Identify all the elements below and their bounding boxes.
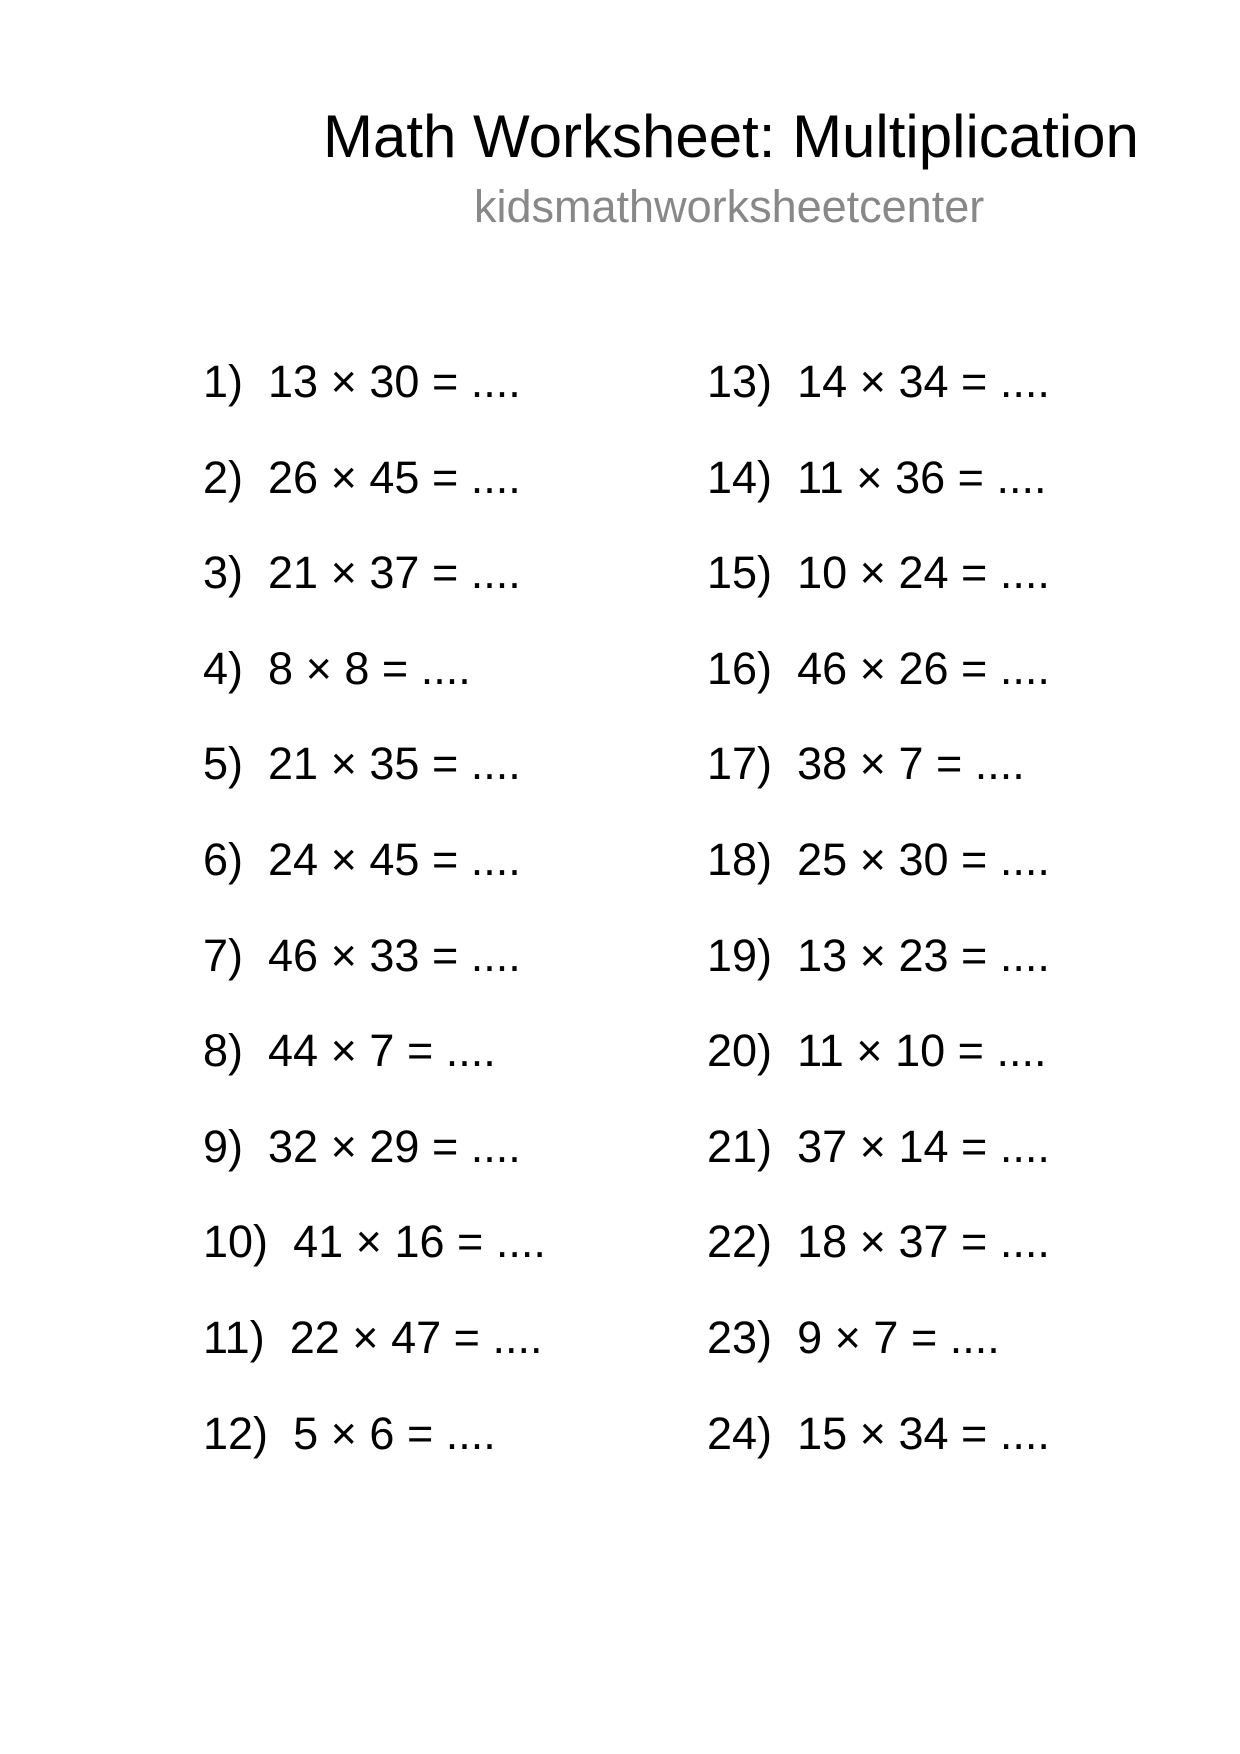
factor-a: 5 <box>293 1407 319 1459</box>
problem-number: 5) <box>203 738 244 790</box>
factor-b: 26 <box>898 642 949 694</box>
problem-number: 16) <box>707 642 773 694</box>
factor-b: 34 <box>898 356 949 407</box>
equals-sign: = <box>957 451 984 503</box>
problem-item <box>707 834 1050 885</box>
problem-number: 15) <box>707 547 773 599</box>
problem-item <box>203 834 521 885</box>
factor-a: 13 <box>268 356 319 407</box>
equals-sign: = <box>935 738 963 790</box>
equals-sign: = <box>431 738 459 790</box>
operator: × <box>305 642 332 694</box>
equals-sign: = <box>961 1120 988 1172</box>
factor-b: 8 <box>344 642 370 694</box>
equals-sign: = <box>406 1407 434 1459</box>
answer-blank[interactable]: .... <box>470 738 521 790</box>
factor-b: 36 <box>895 451 946 503</box>
factor-a: 21 <box>268 547 319 599</box>
factor-a: 15 <box>797 1407 848 1459</box>
operator: × <box>330 1407 357 1459</box>
factor-b: 29 <box>369 1120 420 1172</box>
problem-item <box>203 738 521 790</box>
factor-b: 34 <box>898 1407 949 1459</box>
answer-blank[interactable]: .... <box>470 1120 521 1172</box>
problem-number: 19) <box>707 929 773 981</box>
operator: × <box>330 1025 357 1077</box>
problem-item <box>203 547 521 599</box>
factor-b: 45 <box>369 451 420 503</box>
answer-blank[interactable]: .... <box>470 834 521 885</box>
factor-a: 9 <box>797 1312 823 1363</box>
problem-item <box>707 1120 1050 1172</box>
answer-blank[interactable]: .... <box>949 1312 1000 1363</box>
problem-number: 1) <box>203 356 244 407</box>
operator: × <box>859 1407 886 1459</box>
factor-b: 47 <box>391 1312 442 1363</box>
operator: × <box>859 547 886 599</box>
answer-blank[interactable]: .... <box>996 1025 1047 1077</box>
factor-a: 11 <box>797 1025 844 1077</box>
equals-sign: = <box>431 451 459 503</box>
factor-b: 37 <box>369 547 420 599</box>
problem-item <box>707 642 1050 694</box>
problem-item <box>203 356 521 407</box>
problem-number: 6) <box>203 834 244 885</box>
factor-a: 32 <box>268 1120 319 1172</box>
problem-number: 23) <box>707 1312 773 1363</box>
problem-item <box>707 1312 1000 1363</box>
answer-blank[interactable]: .... <box>492 1312 543 1363</box>
equals-sign: = <box>431 834 459 885</box>
operator: × <box>859 1216 886 1268</box>
factor-a: 10 <box>797 547 848 599</box>
factor-b: 23 <box>898 929 949 981</box>
problem-number: 8) <box>203 1025 244 1077</box>
problem-item <box>203 929 521 981</box>
operator: × <box>859 356 886 407</box>
problem-item <box>203 642 471 694</box>
equals-sign: = <box>431 547 459 599</box>
factor-a: 8 <box>268 642 294 694</box>
problem-item <box>203 1312 543 1363</box>
equals-sign: = <box>961 642 988 694</box>
factor-b: 7 <box>873 1312 899 1363</box>
factor-b: 14 <box>898 1120 949 1172</box>
operator: × <box>352 1312 379 1363</box>
problem-number: 4) <box>203 642 244 694</box>
factor-b: 30 <box>898 834 949 885</box>
equals-sign: = <box>431 1120 459 1172</box>
factor-a: 46 <box>797 642 848 694</box>
factor-a: 46 <box>268 929 319 981</box>
factor-a: 41 <box>293 1216 344 1268</box>
problem-number: 18) <box>707 834 773 885</box>
answer-blank[interactable]: .... <box>470 451 521 503</box>
answer-blank[interactable]: .... <box>999 547 1050 599</box>
operator: × <box>330 451 357 503</box>
problem-number: 24) <box>707 1407 773 1459</box>
factor-a: 22 <box>289 1312 340 1363</box>
problem-number: 14) <box>707 451 773 503</box>
factor-a: 14 <box>797 356 848 407</box>
factor-b: 7 <box>369 1025 395 1077</box>
equals-sign: = <box>961 834 988 885</box>
operator: × <box>355 1216 382 1268</box>
factor-b: 7 <box>898 738 924 790</box>
operator: × <box>859 834 886 885</box>
problem-number: 9) <box>203 1120 244 1172</box>
factor-b: 33 <box>369 929 420 981</box>
equals-sign: = <box>406 1025 434 1077</box>
problem-item <box>203 1407 496 1459</box>
operator: × <box>330 929 357 981</box>
factor-a: 18 <box>797 1216 848 1268</box>
problem-item <box>203 451 521 503</box>
factor-a: 25 <box>797 834 848 885</box>
factor-b: 45 <box>369 834 420 885</box>
worksheet-title: Math Worksheet: Multiplication <box>323 103 1139 170</box>
problem-item <box>707 1025 1047 1077</box>
factor-b: 16 <box>394 1216 445 1268</box>
operator: × <box>859 929 886 981</box>
problem-item <box>707 356 1050 407</box>
operator: × <box>330 1120 357 1172</box>
answer-blank[interactable]: .... <box>999 356 1050 407</box>
equals-sign: = <box>381 642 409 694</box>
operator: × <box>859 738 886 790</box>
equals-sign: = <box>431 929 459 981</box>
problem-item <box>203 1216 546 1268</box>
problem-number: 22) <box>707 1216 773 1268</box>
answer-blank[interactable]: .... <box>470 356 521 407</box>
operator: × <box>834 1312 861 1363</box>
answer-blank[interactable]: .... <box>470 929 521 981</box>
problem-item <box>707 1407 1050 1459</box>
equals-sign: = <box>957 1025 984 1077</box>
answer-blank[interactable]: .... <box>445 1407 496 1459</box>
problem-number: 17) <box>707 738 773 790</box>
factor-b: 30 <box>369 356 420 407</box>
operator: × <box>330 356 357 407</box>
problem-number: 11) <box>203 1312 265 1363</box>
equals-sign: = <box>453 1312 480 1363</box>
problem-item <box>203 1120 521 1172</box>
equals-sign: = <box>961 356 988 407</box>
problem-item <box>707 547 1050 599</box>
operator: × <box>330 547 357 599</box>
equals-sign: = <box>457 1216 484 1268</box>
equals-sign: = <box>961 547 988 599</box>
problem-item <box>707 738 1025 790</box>
factor-b: 24 <box>898 547 949 599</box>
problem-number: 7) <box>203 929 244 981</box>
equals-sign: = <box>961 1407 988 1459</box>
factor-a: 13 <box>797 929 848 981</box>
factor-a: 11 <box>797 451 844 503</box>
operator: × <box>330 738 357 790</box>
answer-blank[interactable]: .... <box>999 1120 1050 1172</box>
answer-blank[interactable]: .... <box>999 1407 1050 1459</box>
factor-a: 26 <box>268 451 319 503</box>
answer-blank[interactable]: .... <box>999 834 1050 885</box>
equals-sign: = <box>961 929 988 981</box>
answer-blank[interactable]: .... <box>999 642 1050 694</box>
answer-blank[interactable]: .... <box>495 1216 546 1268</box>
factor-a: 24 <box>268 834 319 885</box>
operator: × <box>856 451 883 503</box>
factor-a: 37 <box>797 1120 848 1172</box>
problem-item <box>707 1216 1050 1268</box>
problem-number: 3) <box>203 547 244 599</box>
problem-number: 10) <box>203 1216 269 1268</box>
problem-item <box>203 1025 496 1077</box>
equals-sign: = <box>961 1216 988 1268</box>
problem-number: 21) <box>707 1120 773 1172</box>
answer-blank[interactable]: .... <box>470 547 521 599</box>
equals-sign: = <box>431 356 459 407</box>
answer-blank[interactable]: .... <box>999 1216 1050 1268</box>
problem-number: 12) <box>203 1407 269 1459</box>
answer-blank[interactable]: .... <box>974 738 1025 790</box>
factor-a: 44 <box>268 1025 319 1077</box>
factor-b: 35 <box>369 738 420 790</box>
factor-b: 37 <box>898 1216 949 1268</box>
operator: × <box>856 1025 883 1077</box>
factor-a: 38 <box>797 738 848 790</box>
factor-b: 10 <box>895 1025 946 1077</box>
problem-item <box>707 929 1050 981</box>
answer-blank[interactable]: .... <box>999 929 1050 981</box>
problem-item <box>707 451 1047 503</box>
answer-blank[interactable]: .... <box>445 1025 496 1077</box>
factor-b: 6 <box>369 1407 395 1459</box>
problem-number: 13) <box>707 356 773 407</box>
problem-number: 20) <box>707 1025 773 1077</box>
worksheet-subtitle: kidsmathworksheetcenter <box>474 181 985 232</box>
answer-blank[interactable]: .... <box>996 451 1047 503</box>
operator: × <box>859 1120 886 1172</box>
operator: × <box>859 642 886 694</box>
factor-a: 21 <box>268 738 319 790</box>
equals-sign: = <box>910 1312 938 1363</box>
answer-blank[interactable]: .... <box>420 642 471 694</box>
problem-number: 2) <box>203 451 244 503</box>
operator: × <box>330 834 357 885</box>
